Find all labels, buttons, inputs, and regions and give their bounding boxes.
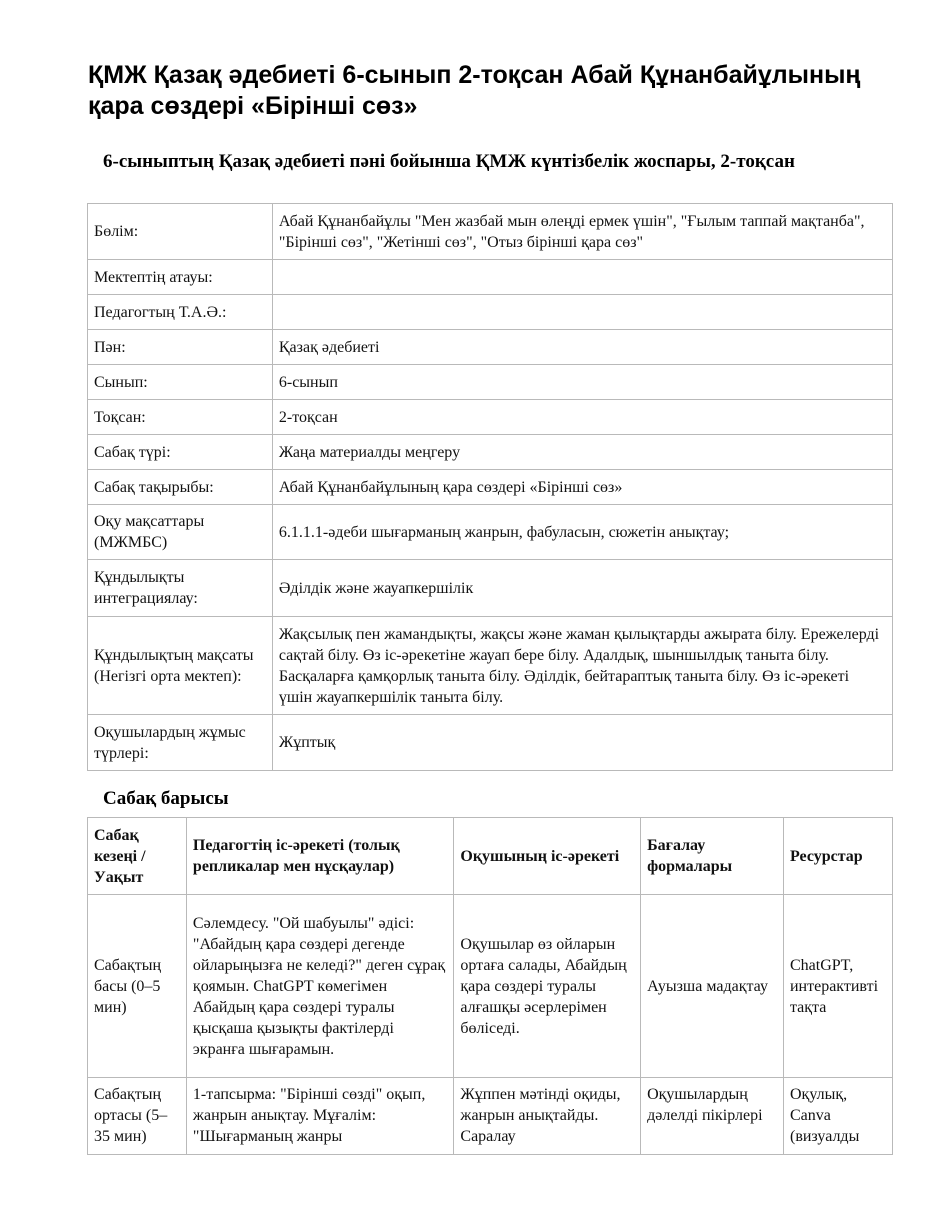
plan-subtitle: 6-сыныптың Қазақ әдебиеті пәні бойынша ҚМЖ күнтізбелік жоспары, 2-тоқсан	[103, 151, 795, 172]
info-value: Әділдік және жауапкершілік	[272, 560, 892, 617]
info-value	[272, 260, 892, 295]
table-row	[88, 260, 893, 295]
info-label: Сынып:	[88, 365, 273, 400]
column-header: Бағалау формалары	[641, 818, 784, 895]
info-value: Жаңа материалды меңгеру	[272, 435, 892, 470]
column-header: Ресурстар	[783, 818, 892, 895]
info-label: Тоқсан:	[88, 400, 273, 435]
lesson-info-table	[87, 203, 893, 771]
table-row	[88, 400, 893, 435]
table-row	[88, 435, 893, 470]
table-row	[88, 204, 893, 260]
info-value: Қазақ әдебиеті	[272, 330, 892, 365]
assessment-cell: Ауызша мадақтау	[641, 895, 784, 1078]
stage-cell: Сабақтың ортасы (5–35 мин)	[88, 1078, 187, 1155]
assessment-cell: Оқушылардың дәлелді пікірлері	[641, 1078, 784, 1155]
info-label: Педагогтың Т.А.Ә.:	[88, 295, 273, 330]
table-row	[88, 1078, 893, 1155]
info-value: Жұптық	[272, 715, 892, 771]
table-row	[88, 895, 893, 1078]
info-label: Пән:	[88, 330, 273, 365]
info-value: Абай Құнанбайұлы "Мен жазбай мын өлеңді ермек үшін", "Ғылым таппай мақтанба", "Бірінші сөз", "Жетінші сөз", "Отыз бірінші қара сөз"	[272, 204, 892, 260]
info-label: Оқушылардың жұмыс түрлері:	[88, 715, 273, 771]
table-row	[88, 505, 893, 560]
column-header: Оқушының іс-әрекеті	[454, 818, 641, 895]
table-row	[88, 470, 893, 505]
resources-cell: Оқулық, Canva (визуалды	[783, 1078, 892, 1155]
info-label: Мектептің атауы:	[88, 260, 273, 295]
column-header: Педагогтің іс-әрекеті (толық репликалар мен нұсқаулар)	[186, 818, 453, 895]
info-label: Оқу мақсаттары (МЖМБС)	[88, 505, 273, 560]
teacher-activity-cell: Сәлемдесу. "Ой шабуылы" әдісі: "Абайдың қара сөздері дегенде ойларыңызға не келеді?" деген сұрақ қоямын. ChatGPT көмегімен Абайдың қара сөздері туралы қысқаша қызықты фактілерді экранға шығарамын.	[186, 895, 453, 1078]
info-value: 6-сынып	[272, 365, 892, 400]
table-header-row	[88, 818, 893, 895]
table-row	[88, 560, 893, 617]
info-label: Бөлім:	[88, 204, 273, 260]
info-label: Сабақ тақырыбы:	[88, 470, 273, 505]
table-row	[88, 295, 893, 330]
lesson-progress-table	[87, 817, 893, 1155]
info-value: 6.1.1.1-әдеби шығарманың жанрын, фабуласын, сюжетін анықтау;	[272, 505, 892, 560]
info-label: Құндылықтың мақсаты (Негізгі орта мектеп):	[88, 617, 273, 715]
table-row	[88, 715, 893, 771]
info-label: Сабақ түрі:	[88, 435, 273, 470]
info-label: Құндылықты интеграциялау:	[88, 560, 273, 617]
lesson-progress-heading: Сабақ барысы	[103, 788, 229, 809]
info-value	[272, 295, 892, 330]
info-value: Жақсылық пен жамандықты, жақсы және жаман қылықтарды ажырата білу. Ережелерді сақтай білу. Өз іс-әрекетіне жауап бере білу. Адалдық, шыншылдық таныта білу. Басқаларға қамқорлық таныта білу. Әділдік, бейтараптық таныта білу. Өз іс-әрекеті үшін жауапкершілік таныта білу.	[272, 617, 892, 715]
table-row	[88, 330, 893, 365]
teacher-activity-cell: 1-тапсырма: "Бірінші сөзді" оқып, жанрын анықтау. Мұғалім: "Шығарманың жанры	[186, 1078, 453, 1155]
student-activity-cell: Жұппен мәтінді оқиды, жанрын анықтайды. Саралау	[454, 1078, 641, 1155]
student-activity-cell: Оқушылар өз ойларын ортаға салады, Абайдың қара сөздері туралы алғашқы әсерлерімен бөліседі.	[454, 895, 641, 1078]
stage-cell: Сабақтың басы (0–5 мин)	[88, 895, 187, 1078]
document-title: ҚМЖ Қазақ әдебиеті 6-сынып 2-тоқсан Абай Құнанбайұлының қара сөздері «Бірінші сөз»	[88, 61, 861, 120]
column-header: Сабақ кезеңі / Уақыт	[88, 818, 187, 895]
resources-cell: ChatGPT, интерактивті тақта	[783, 895, 892, 1078]
table-row	[88, 617, 893, 715]
info-value: Абай Құнанбайұлының қара сөздері «Бірінші сөз»	[272, 470, 892, 505]
table-row	[88, 365, 893, 400]
info-value: 2-тоқсан	[272, 400, 892, 435]
